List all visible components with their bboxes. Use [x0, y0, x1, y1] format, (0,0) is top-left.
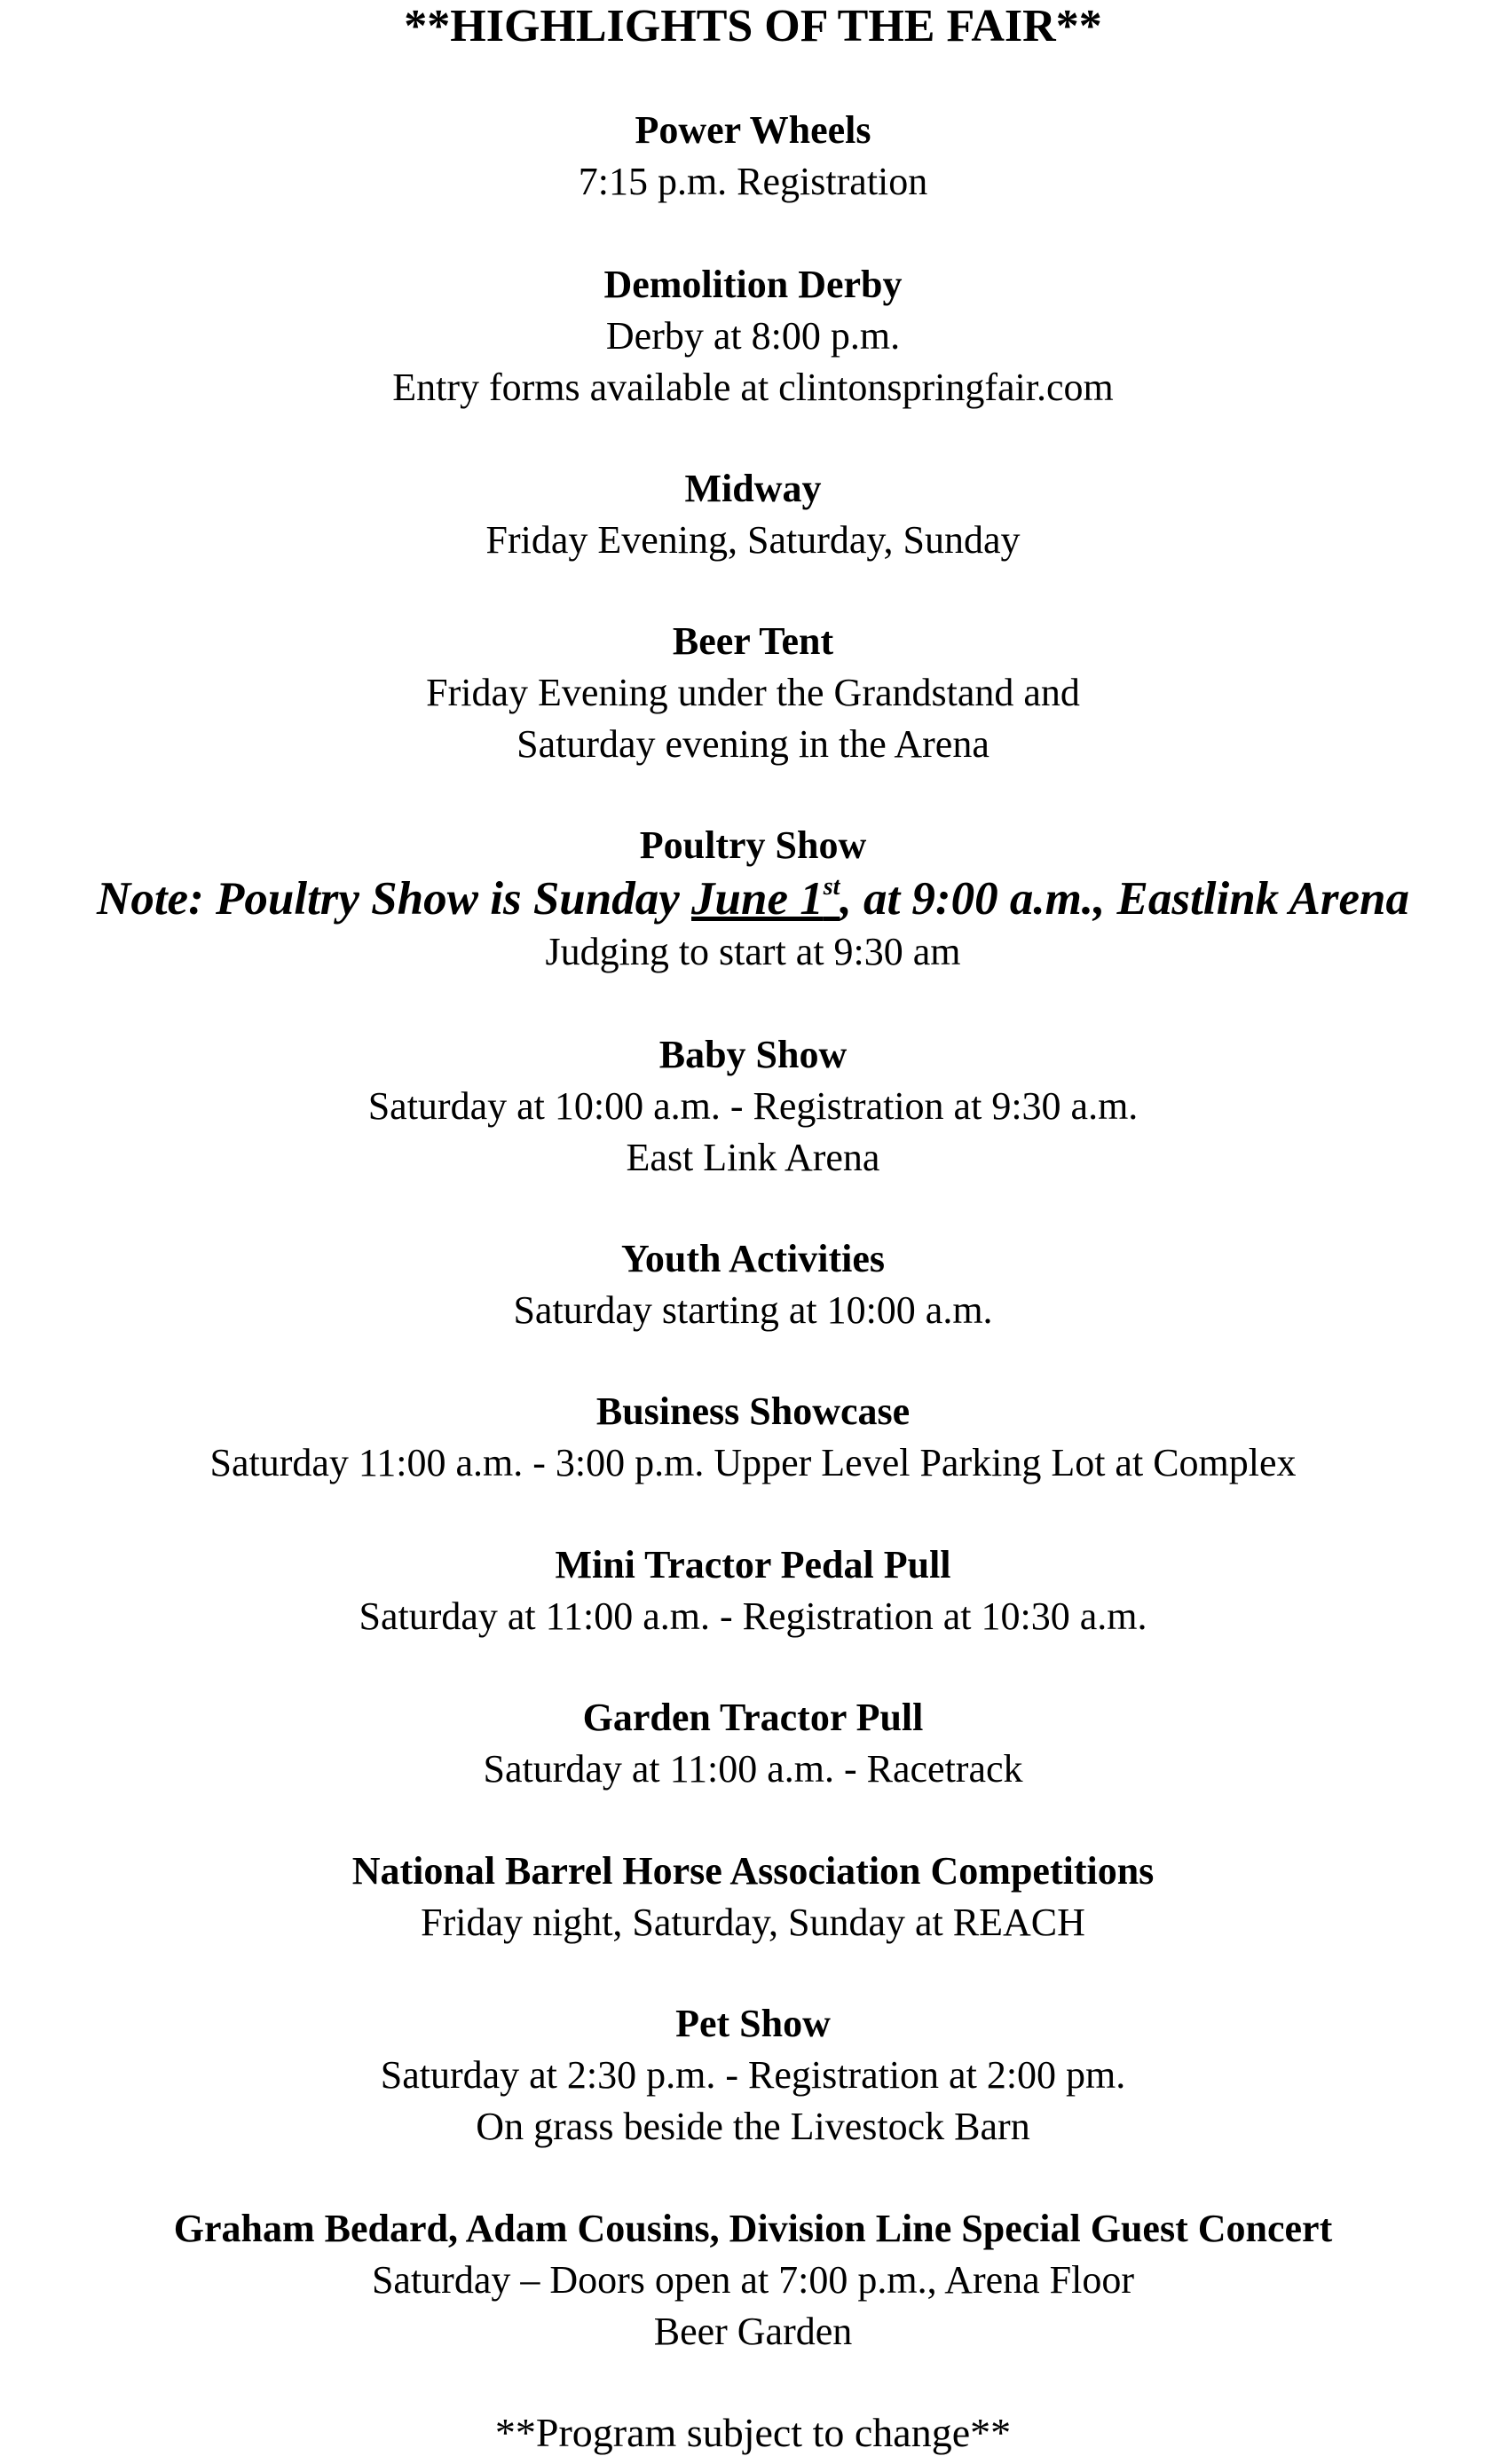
section-midway	[0, 463, 1506, 566]
section-heading: National Barrel Horse Association Competitions	[351, 1849, 1155, 1893]
section-beer-tent	[0, 616, 1506, 770]
section-line: On grass beside the Livestock Barn	[476, 2105, 1030, 2148]
section-line: 7:15 p.m. Registration	[578, 160, 928, 203]
section-line: Friday Evening under the Grandstand and	[426, 671, 1080, 714]
section-pet-show	[0, 1998, 1506, 2153]
section-heading: Graham Bedard, Adam Cousins, Division Line Special Guest Concert	[173, 2207, 1333, 2250]
section-heading: Demolition Derby	[603, 263, 903, 306]
section-heading: Mini Tractor Pedal Pull	[555, 1543, 951, 1586]
section-heading: Garden Tractor Pull	[582, 1696, 924, 1739]
note-prefix: Note: Poultry Show is Sunday	[97, 873, 692, 925]
section-line: Saturday starting at 10:00 a.m.	[513, 1288, 993, 1332]
section-line: Entry forms available at clintonspringfair.com	[392, 366, 1114, 409]
section-line: Judging to start at 9:30 am	[545, 930, 961, 973]
program-change-notice: **Program subject to change**	[494, 2410, 1012, 2455]
section-line: Friday Evening, Saturday, Sunday	[485, 518, 1021, 562]
section-line: Saturday 11:00 a.m. - 3:00 p.m. Upper Level Parking Lot at Complex	[209, 1441, 1297, 1484]
note-suffix: , at 9:00 a.m., Eastlink Arena	[840, 873, 1409, 925]
section-line: Derby at 8:00 p.m.	[605, 314, 901, 358]
section-garden-tractor-pull	[0, 1692, 1506, 1795]
section-power-wheels	[0, 105, 1506, 208]
section-youth-activities	[0, 1233, 1506, 1336]
section-line: Saturday – Doors open at 7:00 p.m., Arena Floor	[371, 2258, 1135, 2302]
section-line: Saturday evening in the Arena	[516, 722, 990, 766]
section-heading: Beer Tent	[672, 619, 834, 663]
section-line: East Link Arena	[626, 1136, 880, 1179]
section-heading: Baby Show	[658, 1033, 848, 1076]
poultry-show-note	[0, 871, 1506, 926]
section-heading: Midway	[684, 467, 822, 510]
page-title: **HIGHLIGHTS OF THE FAIR**	[404, 1, 1102, 51]
section-line: Saturday at 11:00 a.m. - Racetrack	[483, 1747, 1023, 1791]
note-date-text: June 1	[691, 873, 824, 925]
section-heading: Poultry Show	[639, 823, 867, 867]
section-line: Saturday at 11:00 a.m. - Registration at 10:30 a.m.	[359, 1594, 1147, 1638]
section-heading: Pet Show	[675, 2002, 831, 2045]
section-barrel-horse	[0, 1846, 1506, 1948]
section-concert	[0, 2203, 1506, 2358]
note-date	[691, 873, 840, 925]
section-line: Saturday at 10:00 a.m. - Registration at 9:30 a.m.	[367, 1084, 1139, 1128]
section-poultry-show	[0, 820, 1506, 978]
section-mini-tractor-pedal-pull	[0, 1539, 1506, 1642]
section-business-showcase	[0, 1386, 1506, 1489]
section-line: Friday night, Saturday, Sunday at REACH	[421, 1901, 1085, 1944]
section-heading: Business Showcase	[595, 1389, 911, 1433]
section-heading: Youth Activities	[621, 1237, 885, 1280]
note-date-suffix: st	[823, 873, 840, 901]
section-line: Saturday at 2:30 p.m. - Registration at 2:00 pm.	[380, 2053, 1126, 2097]
section-demolition-derby	[0, 259, 1506, 413]
section-line: Beer Garden	[653, 2310, 853, 2353]
section-baby-show	[0, 1029, 1506, 1184]
section-heading: Power Wheels	[635, 108, 871, 152]
